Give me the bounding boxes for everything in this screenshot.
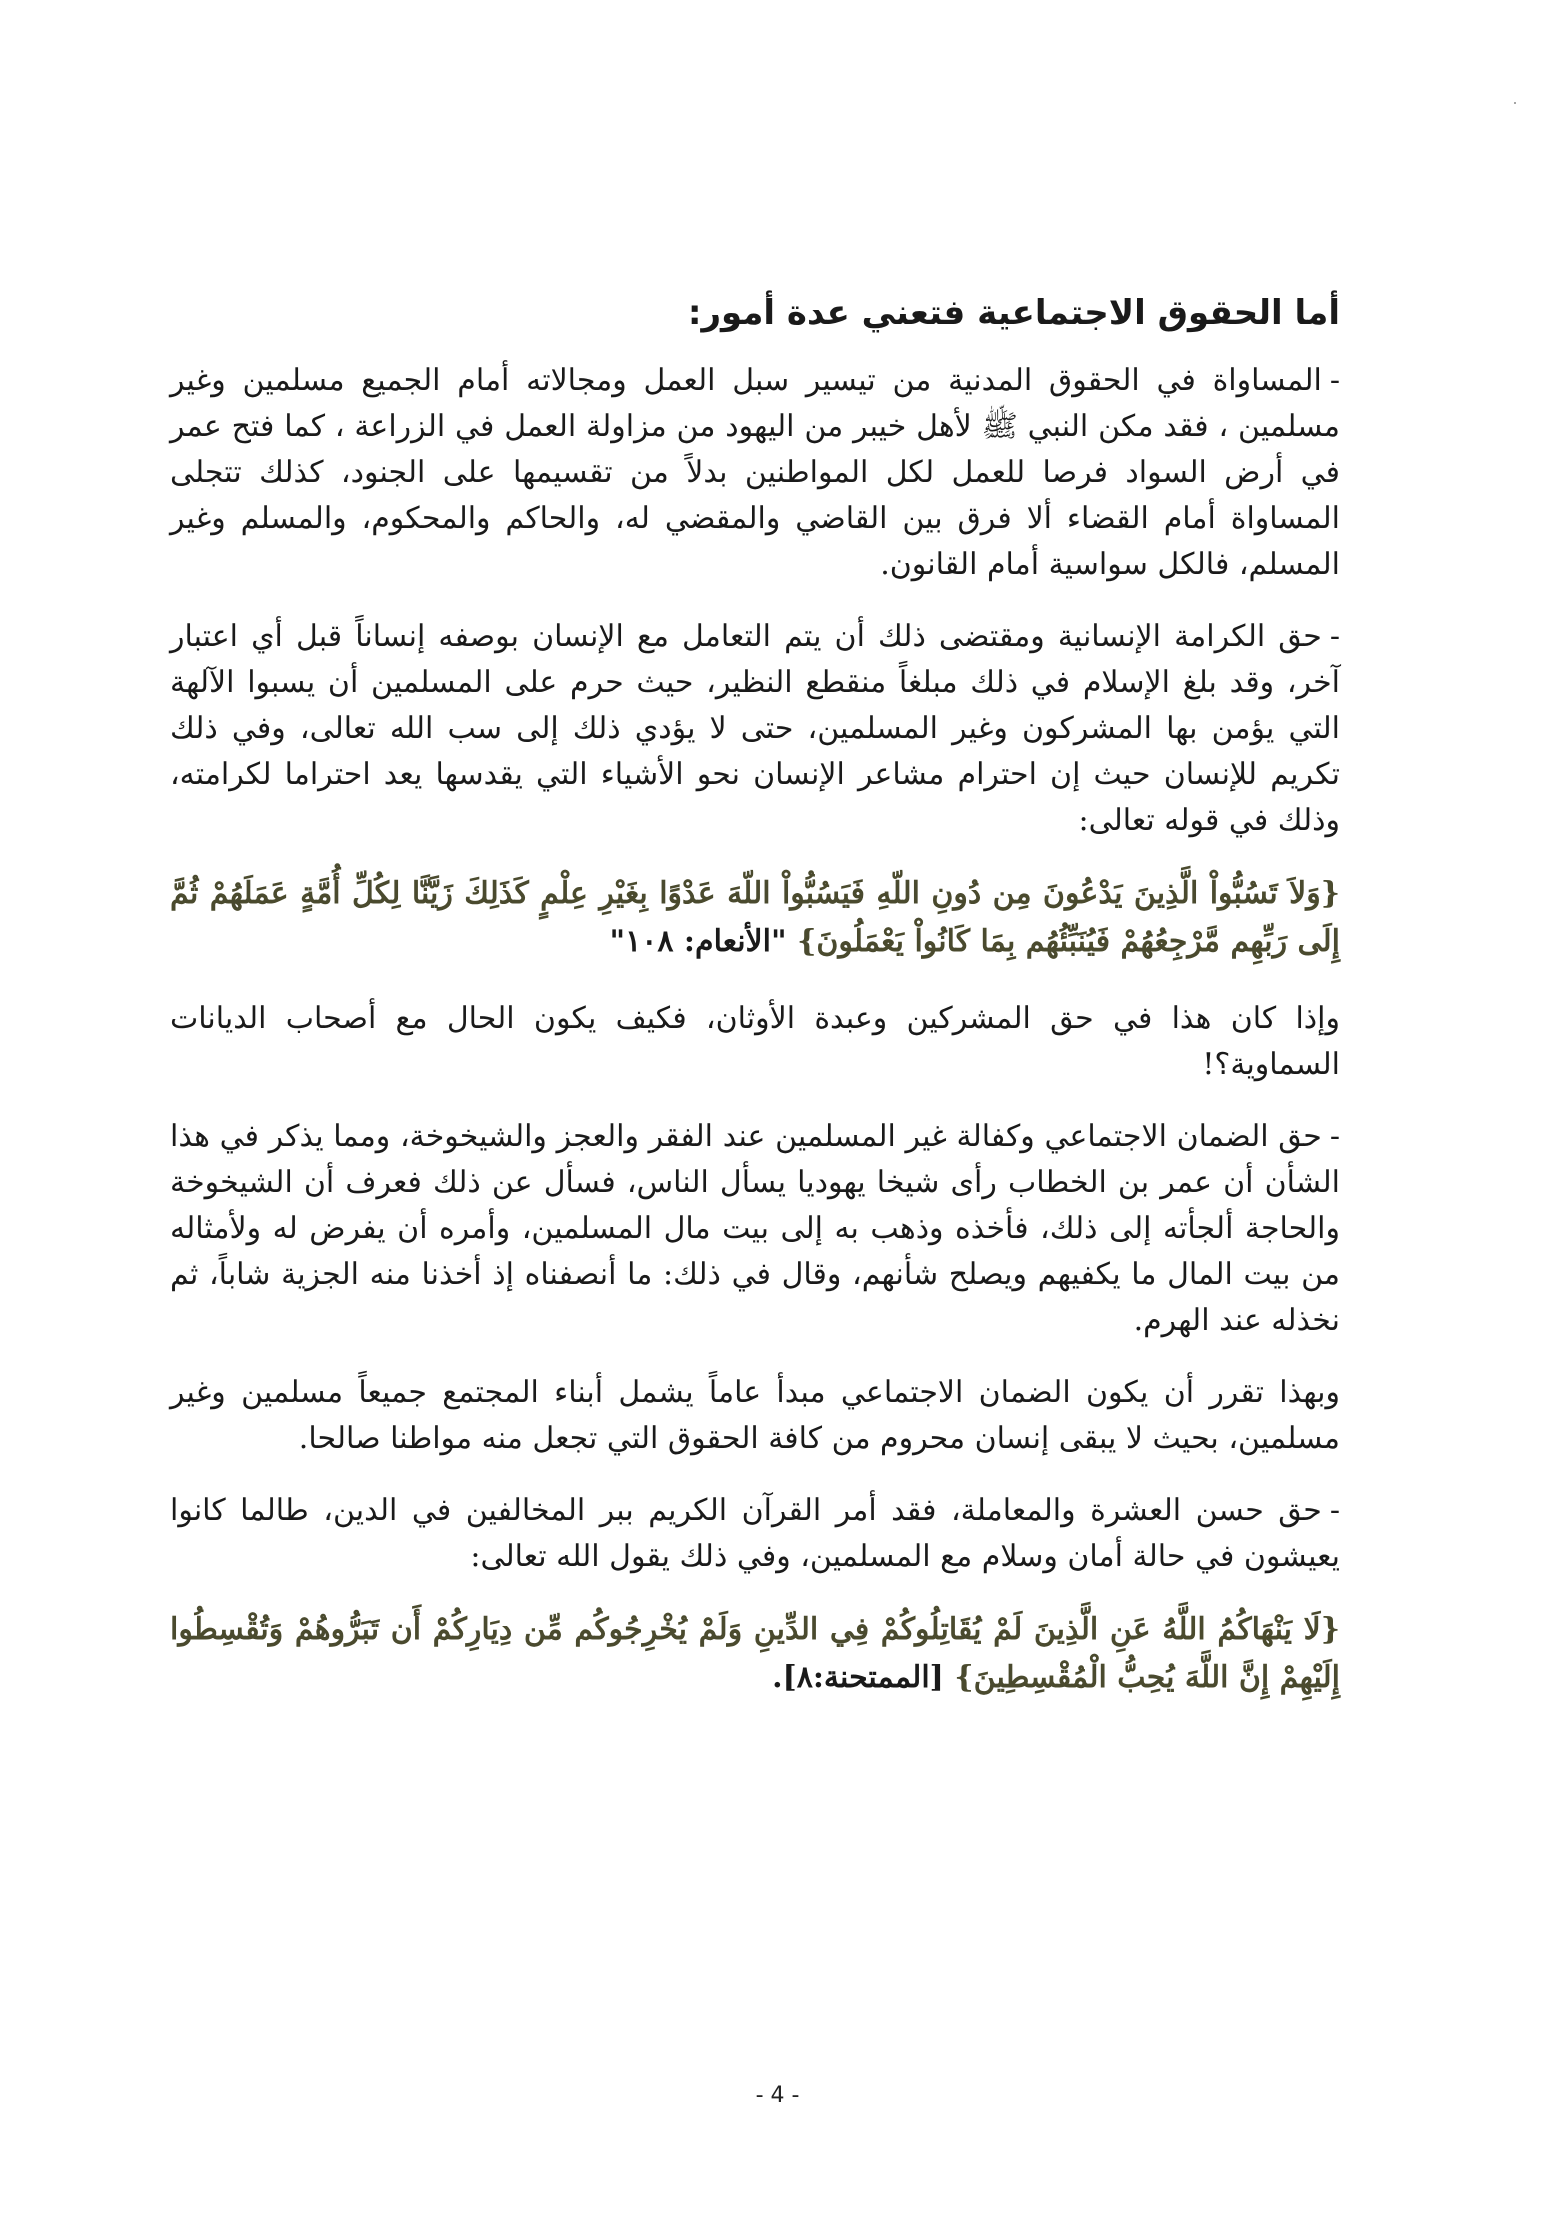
paragraph-text: المساواة في الحقوق المدنية من تيسير سبل العمل ومجالاته أمام الجميع مسلمين وغير مسلمين ، فقد مكن النبي ﷺ لأهل خيبر من اليهود من مزاولة العمل في الزراعة ، كما فتح عمر في أرض السواد فرصا للعمل لكل المواطنين بدلاً من تقسيمها على الجنود، كذلك تتجلى المساواة أمام القضاء ألا فرق بين القاضي والمقضي له، والحاكم والمحكوم، والمسلم وغير المسلم، فالكل سواسية أمام القانون. xyxy=(170,363,1340,582)
paragraph-text: حق الضمان الاجتماعي وكفالة غير المسلمين عند الفقر والعجز والشيخوخة، ومما يذكر في هذا الشأن أن عمر بن الخطاب رأى شيخا يهوديا يسأل الناس، فسأل عن ذلك فعرف أن الشيخوخة والحاجة ألجأته إلى ذلك، فأخذه وذهب به إلى بيت مال المسلمين، وأمره أن يفرض له ولأمثاله من بيت المال ما يكفيهم ويصلح شأنهم، وقال في ذلك: ما أنصفناه إذ أخذنا منه الجزية شاباً، ثم نخذله عند الهرم. xyxy=(170,1119,1340,1338)
page-number: - 4 - xyxy=(755,2083,800,2108)
verse-reference: [الممتحنة:٨]. xyxy=(772,1660,944,1695)
paragraph-conclusion: وبهذا تقرر أن يكون الضمان الاجتماعي مبدأ عاماً يشمل أبناء المجتمع جميعاً مسلمين وغير مسلمين، بحيث لا يبقى إنسان محروم من كافة الحقوق التي تجعل منه مواطنا صالحا. xyxy=(170,1375,1340,1456)
bullet-marker: - xyxy=(1329,619,1340,654)
scan-speck xyxy=(1514,102,1516,104)
bullet-paragraph-dignity xyxy=(170,614,1340,844)
verse-text: {وَلاَ تَسُبُّواْ الَّذِينَ يَدْعُونَ مِن دُونِ اللّهِ فَيَسُبُّواْ اللّهَ عَدْوًا بِغَيْرِ عِلْمٍ كَذَلِكَ زَيَّنَّا لِكُلِّ أُمَّةٍ عَمَلَهُمْ ثُمَّ إِلَى رَبِّهِم مَّرْجِعُهُمْ فَيُنَبِّئُهُم بِمَا كَانُواْ يَعْمَلُونَ} xyxy=(170,876,1340,959)
bullet-paragraph-good-treatment xyxy=(170,1488,1340,1580)
document-body xyxy=(170,290,1340,1732)
paragraph-text: حق حسن العشرة والمعاملة، فقد أمر القرآن الكريم ببر المخالفين في الدين، طالما كانوا يعيشون في حالة أمان وسلام مع المسلمين، وفي ذلك يقول الله تعالى: xyxy=(170,1493,1340,1574)
quran-verse-mumtahanah xyxy=(170,1606,1340,1702)
verse-reference: "الأنعام: ١٠٨" xyxy=(609,924,787,959)
bullet-marker: - xyxy=(1329,363,1340,398)
bullet-paragraph-equality xyxy=(170,358,1340,588)
bullet-marker: - xyxy=(1329,1493,1340,1528)
bullet-paragraph-social-security xyxy=(170,1114,1340,1344)
bullet-marker: - xyxy=(1329,1119,1340,1154)
paragraph-text: حق الكرامة الإنسانية ومقتضى ذلك أن يتم التعامل مع الإنسان بوصفه إنساناً قبل أي اعتبار آخر، وقد بلغ الإسلام في ذلك مبلغاً منقطع النظير، حيث حرم على المسلمين أن يسبوا الآلهة التي يؤمن بها المشركون وغير المسلمين، حتى لا يؤدي ذلك إلى سب الله تعالى، وفي ذلك تكريم للإنسان حيث إن احترام مشاعر الإنسان نحو الأشياء التي يقدسها يعد احتراما لكرامته، وذلك في قوله تعالى: xyxy=(170,619,1340,838)
section-heading: أما الحقوق الاجتماعية فتعني عدة أمور: xyxy=(687,293,1340,333)
paragraph-question: وإذا كان هذا في حق المشركين وعبدة الأوثان، فكيف يكون الحال مع أصحاب الديانات السماوية؟! xyxy=(170,1001,1340,1082)
quran-verse-anam xyxy=(170,870,1340,966)
verse-text: {لَا يَنْهَاكُمُ اللَّهُ عَنِ الَّذِينَ لَمْ يُقَاتِلُوكُمْ فِي الدِّينِ وَلَمْ يُخْرِجُوكُم مِّن دِيَارِكُمْ أَن تَبَرُّوهُمْ وَتُقْسِطُوا إِلَيْهِمْ إِنَّ اللَّهَ يُحِبُّ الْمُقْسِطِينَ} xyxy=(170,1612,1340,1695)
